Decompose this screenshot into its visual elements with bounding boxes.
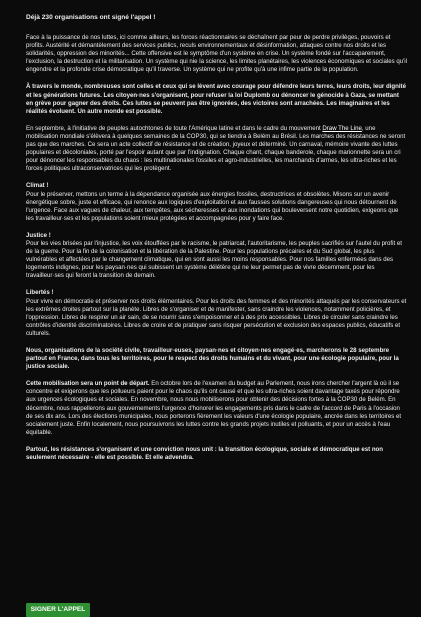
paragraph-september-after: , une mobilisation mondiale s'élèvera à quelques semaines de la COP30, qui se tiendra à Belém au Brésil. Les marches des résistances ne seront pas que des marches. Ce sera un acte collectif de résistance et de création, joyeux et déterminé. Un carnaval, mémoire vivante des luttes populaires et décoloniales, porté par l'espoir autant que par l'indignation. Chaque chant, chaque banderole, chaque marionnette sera un cri pour dénoncer les responsables du chaos : les multinationales fossiles et agro-industrielles, les marchands d'armes, les ultra-riches et les forces politiques ultraconservatrices qui les protègent. <box>26 124 406 173</box>
paragraph-nous: Nous, organisations de la société civile, travailleur·euses, paysan·nes et citoyen·nes engagé·es, marcherons le 28 septembre partout en France, dans tous les territoires, pour le respect des droits humains et du vivant, pour une écologie populaire, pour la justice sociale. <box>26 347 399 371</box>
signatures-count-text: Déjà 230 organisations ont signé l'appel ! <box>26 14 156 21</box>
section-libertes <box>26 289 407 338</box>
mobilisation-body: En octobre lors de l'examen du budget au Parlement, nous irons chercher l'argent là où il se concentre et exigerons que les pollueurs paient pour le chaos qu'ils ont causé et que les ultra-riches soient davantage taxés pour répondre aux urgences écologiques et sociales. En novembre, nous nous mobiliserons pour obtenir des décisions fortes à la COP30 de Belém. En décembre, nous rappellerons aux gouvernements l'urgence d'honorer les engagements pris dans le cadre de l'accord de Paris à l'occasion de ses dix ans. Lors des élections municipales, nous porterons fièrement les valeurs d'une écologie populaire, ancrée dans les territoires et socialement juste. Enfin localement, nous poursuivrons les luttes contre les grands projets inutiles et polluants, et pour un accès à l'eau équitable. <box>26 380 402 436</box>
paragraph-final: Partout, les résistances s'organisent et une conviction nous unit : la transition écologique, sociale et démocratique est non seulement nécessaire - elle est possible. Et elle advendra. <box>26 445 383 462</box>
section-justice <box>26 232 407 281</box>
sign-petition-button[interactable]: SIGNER L'APPEL <box>26 603 90 617</box>
paragraph-resistance: À travers le monde, nombreuses sont celles et ceux qui se lèvent avec courage pour défendre leurs terres, leurs droits, leur dignité et les générations futures. Les citoyen·nes s'organisent, pour refuser la loi Duplomb ou dénoncer le génocide à Gaza, se mettant en grève pour gagner des droits. Ces luttes se peuvent pas être ignorées, des victoires sont arrachées. Les imaginaires et les réalités évoluent. Un autre monde est possible. <box>26 83 406 115</box>
climat-heading: Climat ! <box>26 182 49 190</box>
paragraph-context: Face à la puissance de nos luttes, ici comme ailleurs, les forces réactionnaires se déchaînent par peur de perdre privilèges, pouvoirs et profits. Austérité et démantèlement des services publics, reculs environnementaux et désinformation, attaques contre nos droits et les solidarités, oppression des minorités... Cette offensive est le symptôme d'un système en crise. Un système fondé sur l'accaparement, l'exclusion, la destruction et la militarisation. Un système qui nie la science, les limites planétaires, les violences économiques et sociales qu'il engendre et la profonde crise démocratique qu'il traverse. Un système qui ne profite qu'à une infime partie de la population. <box>26 34 407 74</box>
draw-the-line-link[interactable]: Draw The Line <box>322 124 362 132</box>
justice-heading: Justice ! <box>26 231 51 239</box>
paragraph-mobilisation <box>26 380 407 437</box>
mobilisation-lead: Cette mobilisation sera un point de départ. <box>26 380 150 388</box>
climat-body: Pour le préserver, mettons un terme à la dépendance organisée aux énergies fossiles, destructrices et obsolètes. Misons sur un avenir énergétique sobre, juste et efficace, qui renonce aux logiques d'exploitation et aux fausses solutions dangereuses qui nous détournent de l'urgence. Face aux vagues de chaleur, aux tempêtes, aux sécheresses et aux inondations qui bouleversent notre quotidien, exigeons que les travailleur·ses et les populations soient mieux protégées et accompagnées pour y faire face. <box>26 190 399 222</box>
justice-body: Pour les vies brisées par l'injustice, les voix étouffées par le racisme, le patriarcat, l'autoritarisme, les peuples sacrifiés sur l'autel du profit et de la guerre. Pour la fin de la colonisation et la libération de la Palestine. Pour les populations précaires et du Sud global, les plus vulnérables et affectées par le changement climatique, qui en sont aussi les moins responsables. Pour nos familles enfermées dans des logements indignes, pour les paysan·nes qui subissent un système délétère qui ne leur permet pas de vivre décemment, pour les travailleur·ses qui feront la transition de demain. <box>26 239 402 280</box>
section-climat <box>26 182 407 222</box>
libertes-heading: Libertés ! <box>26 289 54 297</box>
libertes-body: Pour vivre en démocratie et préserver nos droits élémentaires. Pour les droits des femmes et des minorités attaqués par les conservateurs et les extrêmes droites partout sur la planète. Libres de s'organiser et de manifester, sans craindre les violences, notamment policières, et l'oppression. Libres de respirer un air sain, de se nourrir sans s'empoisonner et à des prix accessibles. Libres de circuler sans craindre les contrôles d'identité discriminatoires. Libres de croire et de pratiquer sans risquer persécution et exclusion des espaces publics, éducatifs et culturels. <box>26 297 407 337</box>
paragraph-september <box>26 125 407 174</box>
paragraph-september-before: En septembre, à l'initiative de peuples autochtones de toute l'Amérique latine et dans le cadre du mouvement <box>26 124 323 132</box>
